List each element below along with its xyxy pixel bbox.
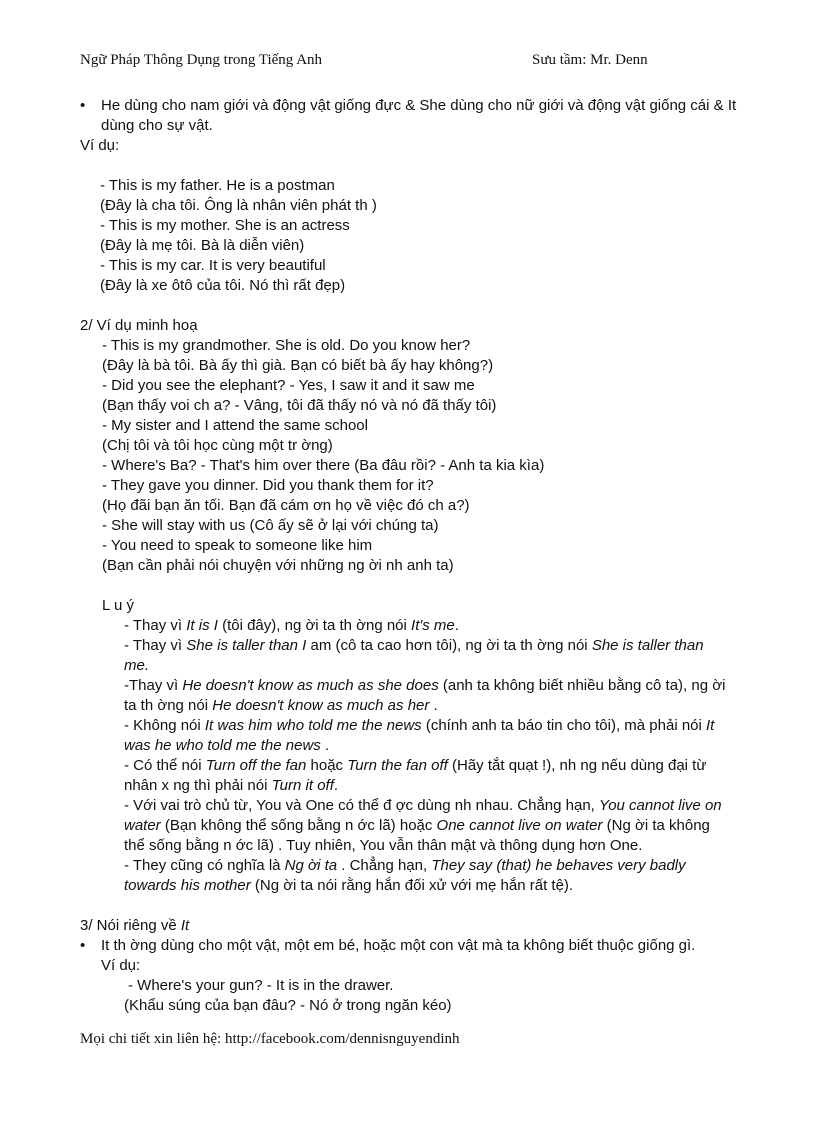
note-item-cont [80, 836, 780, 856]
section-2-line: - Did you see the elephant? - Yes, I saw it and it saw me [102, 377, 475, 394]
note-emphasis: was he who told me the news [124, 737, 321, 754]
note-text: - They cũng có nghĩa là [124, 857, 285, 874]
note-text: . [333, 777, 339, 794]
note-text: (chính anh ta báo tin cho tôi), mà phải nói [421, 717, 706, 734]
section-2-line: - My sister and I attend the same school [102, 417, 368, 434]
note-item [80, 676, 780, 696]
section-2-line: - She will stay with us (Cô ấy sẽ ở lại với chúng ta) [102, 517, 439, 534]
note-item-cont [80, 816, 780, 836]
note-emphasis: They say (that) he behaves very badly [431, 857, 686, 874]
note-emphasis: Ng ời ta [284, 857, 338, 874]
example-label: Ví dụ: [80, 137, 120, 154]
note-text: -Thay vì [124, 677, 183, 694]
example-line: - Where's your gun? - It is in the drawer. [128, 977, 394, 994]
bullet-it-usage: • It th ờng dùng cho một vật, một em bé, hoặc một con vật mà ta không biết thuộc giống gì. [80, 936, 780, 956]
note-text: (Bạn không thể sống bằng n ớc lã) hoặc [160, 817, 437, 834]
note-text: . [429, 697, 438, 714]
note-text: (tôi đây), ng ời ta th ờng nói [217, 617, 412, 634]
note-text: . [454, 617, 459, 634]
note-emphasis: Turn the fan off [347, 757, 448, 774]
note-text: - Thay vì [124, 617, 187, 634]
note-text: (Hãy tắt quạt !), nh ng nếu dùng đại từ [447, 757, 707, 774]
note-item-cont [80, 776, 780, 796]
note-item [80, 756, 780, 776]
note-emphasis: water [124, 817, 161, 834]
note-text: (anh ta không biết nhiều bằng cô ta), ng ời [438, 677, 726, 694]
note-text: hoặc [306, 757, 348, 774]
note-emphasis: Turn off the fan [205, 757, 307, 774]
note-item-cont [80, 656, 780, 676]
note-text: - Có thể nói [124, 757, 206, 774]
section-2-line: - Where's Ba? - That's him over there (Ba đâu rồi? - Anh ta kia kìa) [102, 457, 545, 474]
note-item [80, 796, 780, 816]
example-line: - This is my mother. She is an actress [100, 217, 350, 234]
heading-emphasis: It [180, 917, 190, 934]
note-text: thể sống bằng n ớc lã) . Tuy nhiên, You vẫn thân mật và thông dụng hơn One. [124, 837, 643, 854]
example-line: (Đây là mẹ tôi. Bà là diễn viên) [100, 237, 305, 254]
example-line: (Đây là cha tôi. Ông là nhân viên phát th ) [100, 197, 377, 214]
note-text: ta th ờng nói [124, 697, 213, 714]
example-line: (Khẩu súng của bạn đâu? - Nó ở trong ngăn kéo) [124, 997, 452, 1014]
note-item [80, 636, 780, 656]
header-title: Ngữ Pháp Thông Dụng trong Tiếng Anh [80, 52, 323, 68]
note-item-cont [80, 876, 780, 896]
bullet-pronoun-gender: • He dùng cho nam giới và động vật giống đực & She dùng cho nữ giới và động vật giống cái & It [80, 96, 780, 116]
note-text: - Không nói [124, 717, 205, 734]
note-item [80, 616, 780, 636]
example-line: (Đây là xe ôtô của tôi. Nó thì rất đẹp) [100, 277, 346, 294]
example-line: - This is my father. He is a postman [100, 177, 335, 194]
note-text: . Chẳng hạn, [337, 857, 432, 874]
heading-text: 3/ Nói riêng về [80, 917, 181, 934]
section-2-line: - You need to speak to someone like him [102, 537, 373, 554]
note-text: (Ng ời ta không [602, 817, 710, 834]
section-2-line: (Bạn thấy voi ch a? - Vâng, tôi đã thấy nó và nó đã thấy tôi) [102, 397, 497, 414]
page-footer: Mọi chi tiết xin liên hệ: http://facebook.com/dennisnguyendinh [80, 1031, 460, 1047]
note-emphasis: Turn it off [271, 777, 334, 794]
section-2-heading: 2/ Ví dụ minh hoạ [80, 317, 198, 334]
bullet-pronoun-gender-cont: dùng cho sự vật. [101, 117, 213, 134]
note-emphasis: He doesn't know as much as her [212, 697, 430, 714]
header-author: Sưu tầm: Mr. Denn [532, 52, 648, 68]
note-text: am (cô ta cao hơn tôi), ng ời ta th ờng nói [306, 637, 592, 654]
note-emphasis: She is taller than [591, 637, 704, 654]
note-emphasis: me. [124, 657, 150, 674]
note-text: - Với vai trò chủ từ, You và One có thể đ ợc dùng nh nhau. Chẳng hạn, [124, 797, 600, 814]
section-2-line: - They gave you dinner. Did you thank them for it? [102, 477, 434, 494]
note-text: (Ng ời ta nói rằng hắn đối xử với mẹ hắn rất tệ). [250, 877, 574, 894]
note-text: nhân x ng thì phải nói [124, 777, 272, 794]
note-emphasis: It [706, 717, 715, 734]
note-text: - Thay vì [124, 637, 187, 654]
note-emphasis: One cannot live on water [436, 817, 603, 834]
page-header [80, 52, 726, 74]
section-2-line: - This is my grandmother. She is old. Do you know her? [102, 337, 471, 354]
section-2-line: (Bạn cần phải nói chuyện với những ng ời nh anh ta) [102, 557, 454, 574]
note-item-cont [80, 736, 780, 756]
note-item [80, 856, 780, 876]
section-2-line: (Chị tôi và tôi học cùng một tr ờng) [102, 437, 333, 454]
note-emphasis: towards his mother [124, 877, 251, 894]
note-item-cont [80, 696, 780, 716]
note-emphasis: She is taller than I [186, 637, 307, 654]
note-emphasis: It was him who told me the news [204, 717, 422, 734]
example-label: Ví dụ: [101, 957, 141, 974]
note-emphasis: It is I [186, 617, 218, 634]
note-text: . [320, 737, 330, 754]
note-item [80, 716, 780, 736]
note-emphasis: He doesn't know as much as she does [182, 677, 439, 694]
section-2-line: (Đây là bà tôi. Bà ấy thì già. Bạn có biết bà ấy hay không?) [102, 357, 494, 374]
note-emphasis: You cannot live on [599, 797, 722, 814]
document-body [80, 96, 780, 1016]
section-2-line: (Họ đãi bạn ăn tối. Bạn đã cám ơn họ về việc đó ch a?) [102, 497, 470, 514]
example-line: - This is my car. It is very beautiful [100, 257, 326, 274]
note-heading: L u ý [102, 597, 134, 614]
note-emphasis: It's me [411, 617, 455, 634]
section-3-heading [80, 916, 780, 936]
